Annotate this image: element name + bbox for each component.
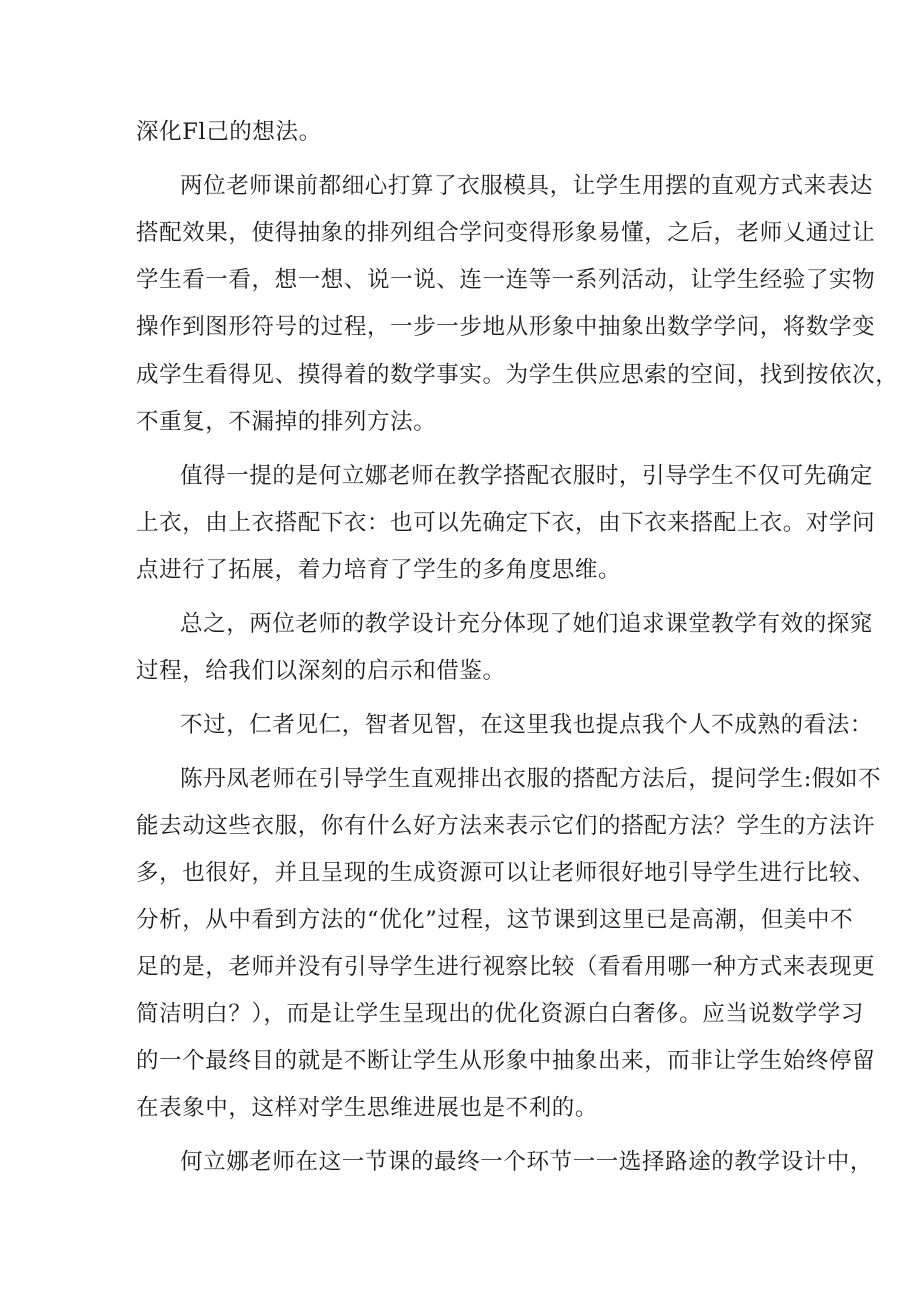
text-line: 上衣，由上衣搭配下衣：也可以先确定下衣，由下衣来搭配上衣。对学问 bbox=[136, 510, 876, 536]
text-line: 多，也很好，并且呈现的生成资源可以让老师很好地引导学生进行比较、 bbox=[136, 860, 876, 886]
text-line: 点进行了拓展，着力培育了学生的多角度思维。 bbox=[136, 557, 622, 583]
paragraph-first-line: 总之，两位老师的教学设计充分体现了她们追求课堂教学有效的探窕 bbox=[180, 611, 874, 637]
text-line: 能去动这些衣服，你有什么好方法来表示它们的搭配方法？学生的方法许 bbox=[136, 813, 876, 839]
paragraph-first-line: 陈丹凤老师在引导学生直观排出衣服的搭配方法后，提问学生:假如不 bbox=[180, 766, 882, 792]
text-line: 学生看一看，想一想、说一说、连一连等一系列活动，让学生经验了实物 bbox=[136, 267, 876, 293]
paragraph-first-line: 值得一提的是何立娜老师在教学搭配衣服时，引导学生不仅可先确定 bbox=[180, 463, 874, 489]
text-line: 简洁明白？），而是让学生呈现出的优化资源白白奢侈。应当说数学学习 bbox=[136, 1001, 864, 1027]
text-line: 操作到图形符号的过程，一步一步地从形象中抽象出数学学问，将数学变 bbox=[136, 314, 876, 340]
text-line: 不重复，不漏掉的排列方法。 bbox=[136, 409, 437, 435]
text-line: 足的是，老师并没有引导学生进行视察比较（看看用哪一种方式来表现更 bbox=[136, 954, 876, 980]
text-line: 过程，给我们以深刻的启示和借鉴。 bbox=[136, 658, 506, 684]
paragraph-first-line: 两位老师课前都细心打算了衣服模具，让学生用摆的直观方式来表达 bbox=[180, 173, 874, 199]
text-line: 在表象中，这样对学生思维进展也是不利的。 bbox=[136, 1095, 599, 1121]
text-line: 的一个最终目的就是不断让学生从形象中抽象出来，而非让学生始终停留 bbox=[136, 1048, 876, 1074]
text-line: 分析，从中看到方法的“优化”过程，这节课到这里已是高潮，但美中不 bbox=[136, 907, 854, 933]
paragraph-first-line: 不过，仁者见仁，智者见智，在这里我也提点我个人不成熟的看法： bbox=[180, 712, 874, 738]
text-line: 搭配效果，使得抽象的排列组合学问变得形象易懂，之后，老师乂通过让 bbox=[136, 220, 876, 246]
paragraph-first-line: 何立娜老师在这一节课的最终一个环节一一选择路途的教学设计中， bbox=[180, 1149, 874, 1175]
text-line: 深化Fl己的想法。 bbox=[136, 119, 322, 145]
text-line: 成学生看得见、摸得着的数学事实。为学生供应思索的空间，找到按依次， bbox=[136, 362, 899, 388]
